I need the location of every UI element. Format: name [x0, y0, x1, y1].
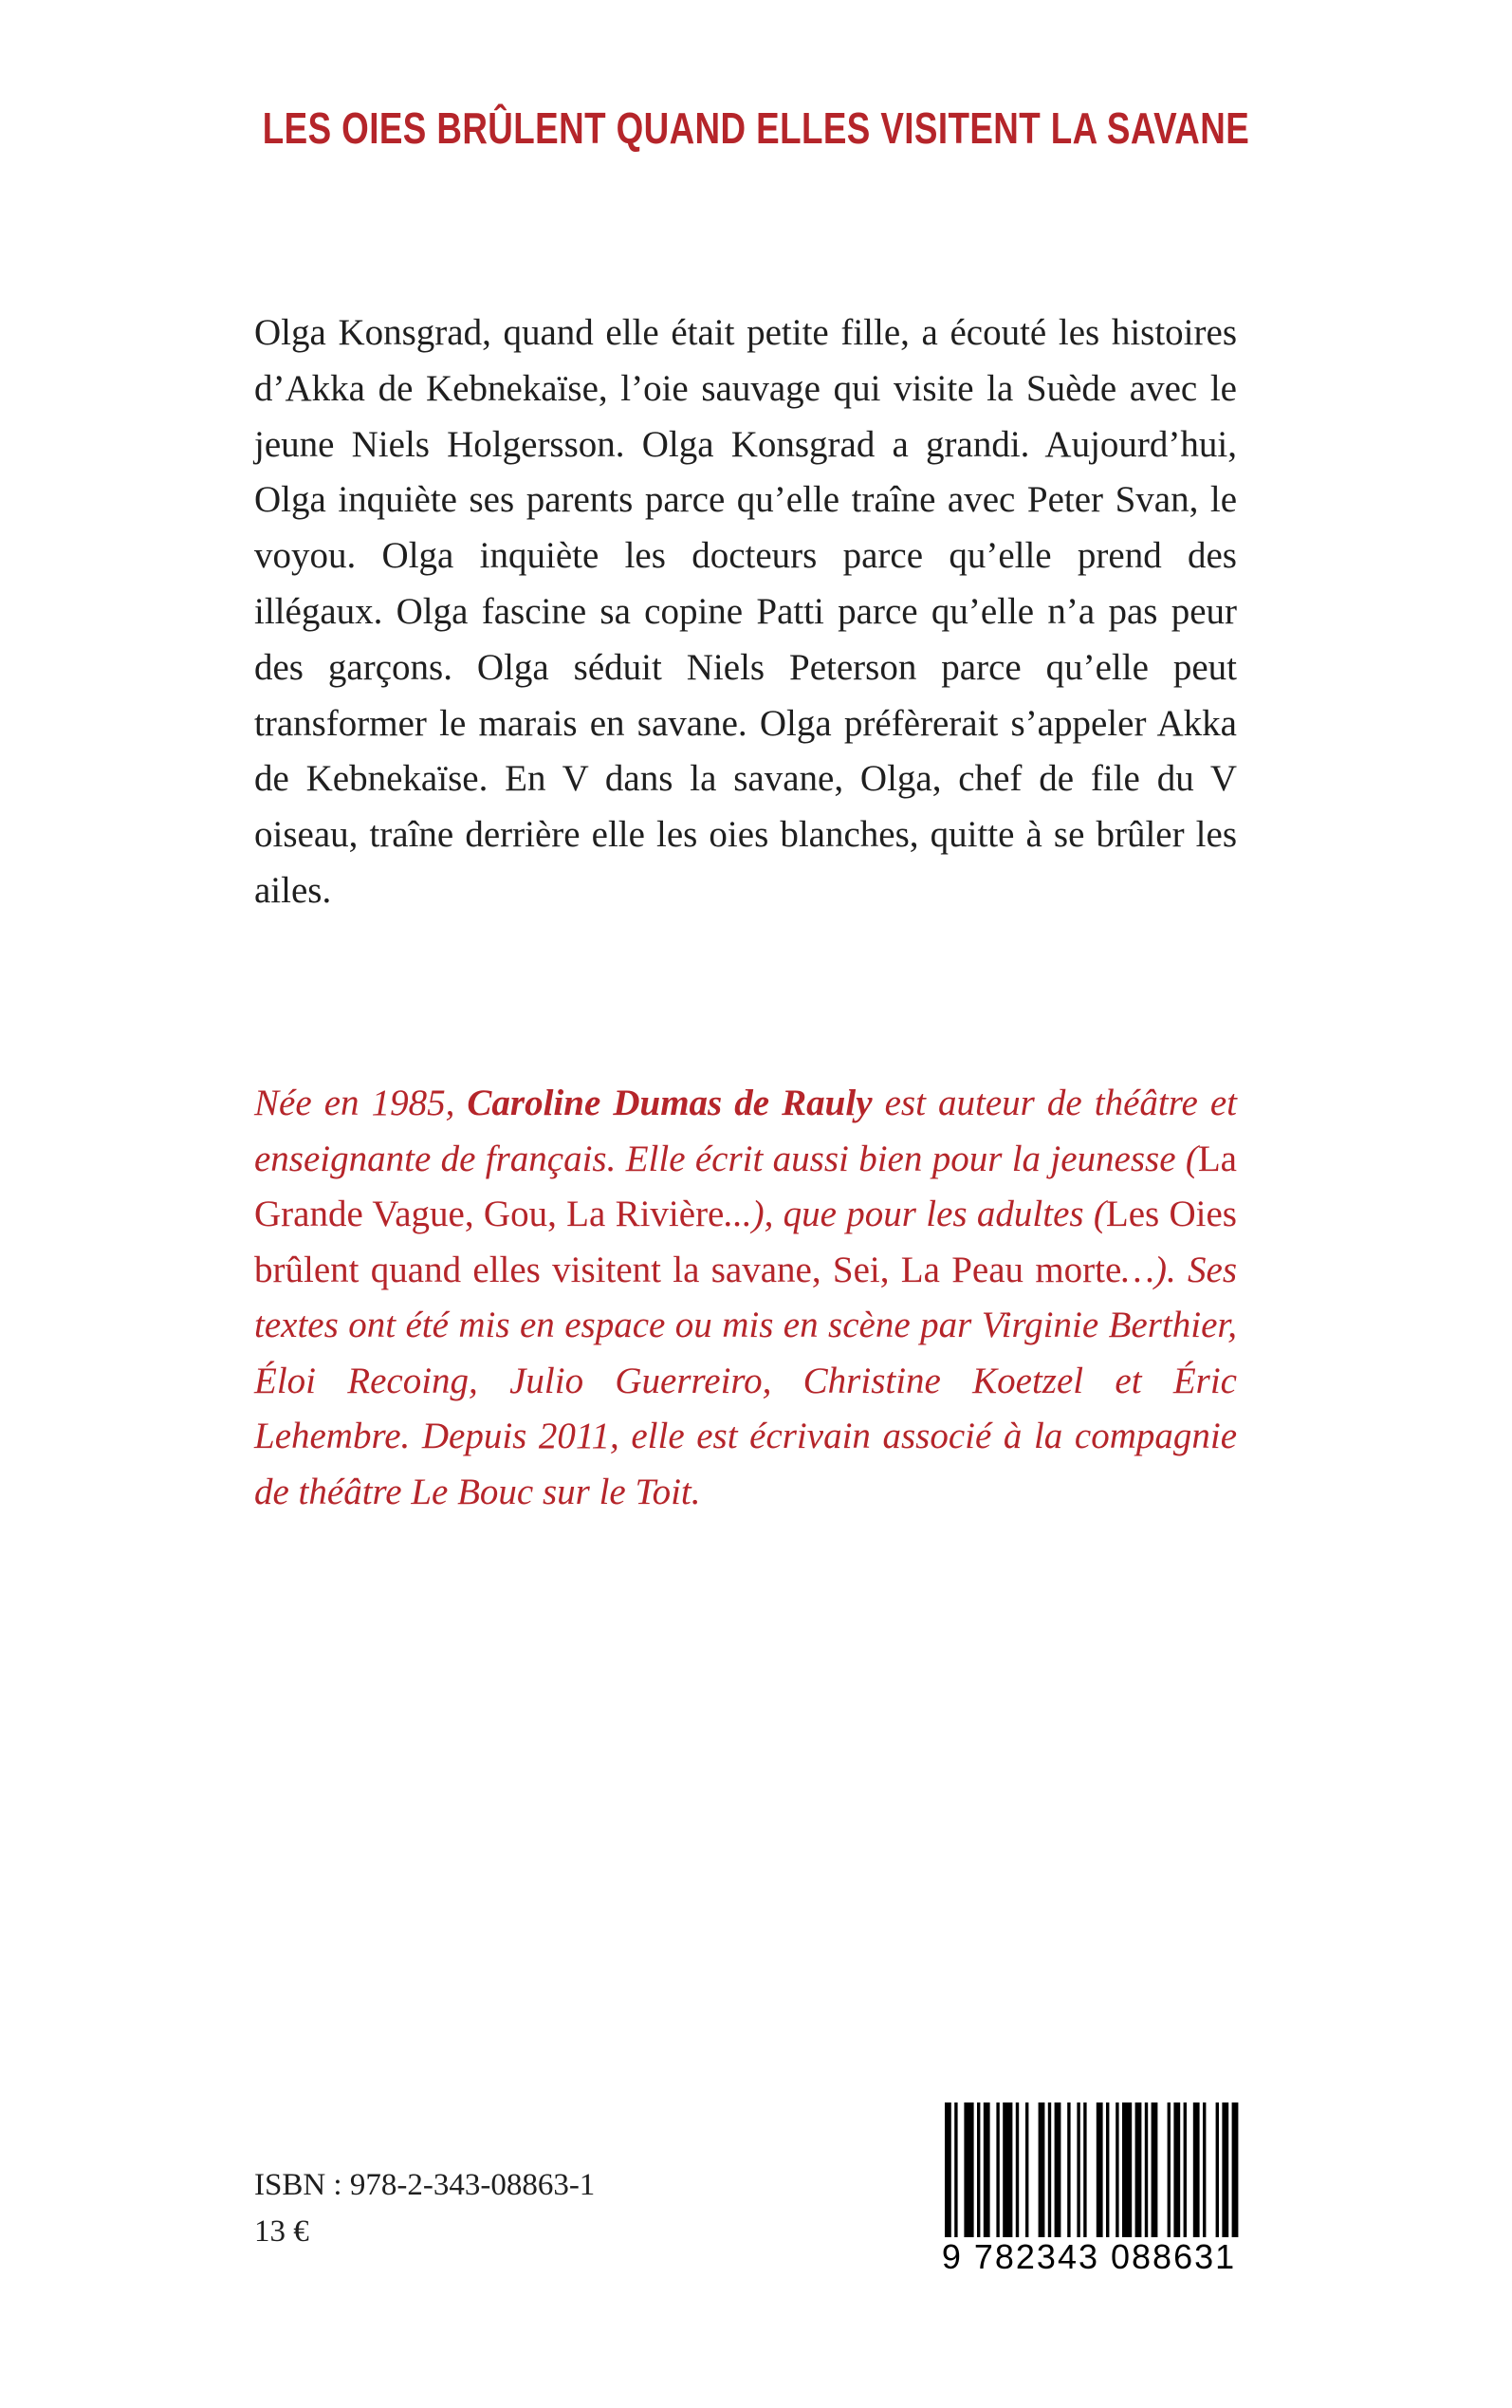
youth-works: La Grande Vague, Gou, La Rivière: [254, 1138, 1237, 1234]
barcode-bar: [1025, 2102, 1028, 2237]
author-bio: [254, 1076, 1237, 1520]
isbn-label: ISBN : 978-2-343-08863-1: [254, 2168, 596, 2202]
barcode-bar: [1135, 2102, 1142, 2237]
barcode-bar: [1067, 2102, 1070, 2237]
barcode-bar: [1083, 2102, 1086, 2237]
adult-works: Les Oies brûlent quand elles visitent la savane, Sei, La Peau morte: [254, 1194, 1237, 1290]
barcode-bar: [1152, 2102, 1158, 2237]
barcode-bar: [1203, 2102, 1206, 2237]
barcode: [937, 2097, 1241, 2290]
barcode-bar: [1145, 2102, 1148, 2237]
price-label: 13 €: [254, 2214, 309, 2249]
barcode-bar: [1016, 2102, 1019, 2237]
barcode-bar: [1077, 2102, 1079, 2237]
author-name: Caroline Dumas de Rauly: [467, 1083, 873, 1123]
barcode-bar: [1106, 2102, 1109, 2237]
barcode-bar: [1216, 2102, 1219, 2237]
barcode-bar: [977, 2102, 980, 2237]
barcode-bar: [1039, 2102, 1045, 2237]
barcode-bar: [1097, 2102, 1103, 2237]
barcode-bar: [1055, 2102, 1061, 2237]
barcode-bar: [964, 2102, 973, 2237]
bio-intro: Née en 1985,: [254, 1083, 468, 1123]
bio-part-3: …). Ses textes ont été mis en espace ou mis en scène par Virginie Berthier, Éloi Recoing, Julio Guerreiro, Christine Koetzel et Éric Lehembre. Depuis 2011, elle est écrivain associé à la compagnie de théâtre Le Bouc sur le Toit.: [254, 1249, 1238, 1512]
barcode-bar: [1222, 2102, 1228, 2237]
barcode-bar: [1168, 2102, 1171, 2237]
barcode-bar: [945, 2102, 951, 2237]
barcode-bar: [1048, 2102, 1051, 2237]
barcode-bar: [1232, 2102, 1239, 2237]
barcode-bar: [996, 2102, 999, 2237]
barcode-bar: [984, 2102, 990, 2237]
barcode-bar: [954, 2102, 957, 2237]
book-title: LES OIES BRÛLENT QUAND ELLES VISITENT LA SAVANE: [262, 103, 1250, 153]
barcode-bar: [1116, 2102, 1118, 2237]
barcode-bar: [1003, 2102, 1012, 2237]
barcode-bar: [1173, 2102, 1180, 2237]
barcode-bar: [1122, 2102, 1132, 2237]
barcode-bar: [1184, 2102, 1187, 2237]
barcode-bar: [1193, 2102, 1200, 2237]
barcode-digits: 9 782343 088631: [941, 2237, 1237, 2276]
bio-part-2: ...), que pour les adultes (: [724, 1194, 1106, 1234]
synopsis-text: Olga Konsgrad, quand elle était petite fille, a écouté les histoires d’Akka de Kebnekaïse, l’oie sauvage qui visite la Suède avec le jeune Niels Holgersson. Olga Konsgrad a grandi. Aujourd’hui, Olga inquiète ses parents parce qu’elle traîne avec Peter Svan, le voyou. Olga inquiète les docteurs parce qu’elle prend des illégaux. Olga fascine sa copine Patti parce qu’elle n’a pas peur des garçons. Olga séduit Niels Peterson parce qu’elle peut transformer le marais en savane. Olga préfèrerait s’appeler Akka de Kebnekaïse. En V dans la savane, Olga, chef de file du V oiseau, traîne derrière elle les oies blanches, quitte à se brûler les ailes.: [254, 312, 1237, 911]
bio-part-1: est auteur de théâtre et enseignante de français. Elle écrit aussi bien pour la jeunesse (: [254, 1083, 1237, 1179]
